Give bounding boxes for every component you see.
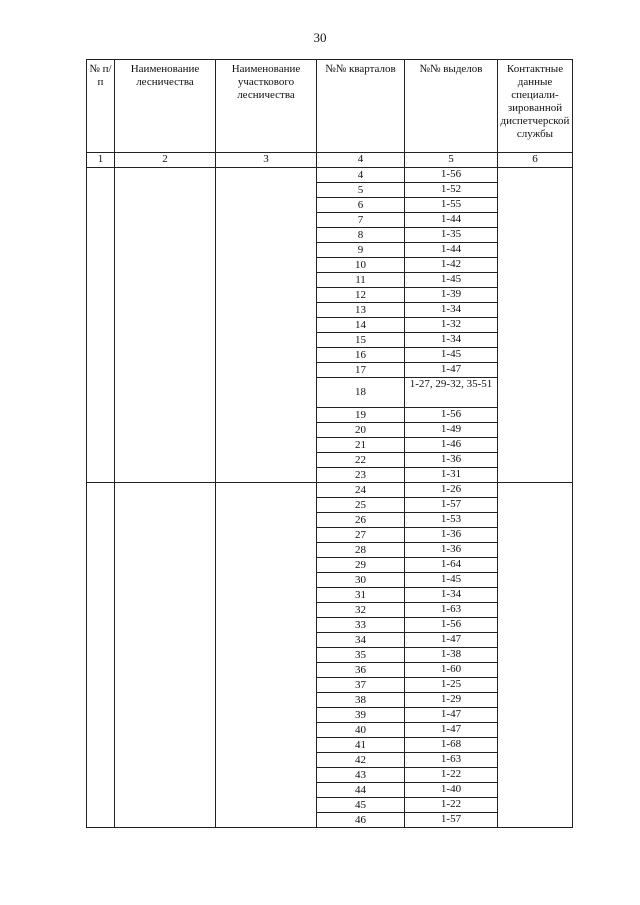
allotments-cell: 1-36: [405, 543, 498, 558]
allotments-cell: 1-25: [405, 678, 498, 693]
column-number: 1: [87, 153, 115, 168]
forestry-cell: [115, 168, 216, 483]
quarter-cell: 15: [317, 333, 405, 348]
column-number: 6: [498, 153, 573, 168]
allotments-cell: 1-56: [405, 618, 498, 633]
allotments-cell: 1-31: [405, 468, 498, 483]
quarter-cell: 7: [317, 213, 405, 228]
header-cell-allotments: №№ выделов: [405, 60, 498, 153]
quarter-cell: 18: [317, 378, 405, 408]
allotments-cell: 1-38: [405, 648, 498, 663]
allotments-cell: 1-57: [405, 813, 498, 828]
quarter-cell: 19: [317, 408, 405, 423]
allotments-cell: 1-56: [405, 168, 498, 183]
header-cell-quarters: №№ кварталов: [317, 60, 405, 153]
allotments-cell: 1-64: [405, 558, 498, 573]
quarter-cell: 11: [317, 273, 405, 288]
allotments-cell: 1-47: [405, 633, 498, 648]
district-forestry-cell: [216, 483, 317, 828]
quarter-cell: 27: [317, 528, 405, 543]
forestry-cell: [115, 483, 216, 828]
allotments-cell: 1-34: [405, 333, 498, 348]
allotments-cell: 1-52: [405, 183, 498, 198]
quarter-cell: 33: [317, 618, 405, 633]
allotments-cell: 1-56: [405, 408, 498, 423]
quarter-cell: 4: [317, 168, 405, 183]
quarter-cell: 31: [317, 588, 405, 603]
allotments-cell: 1-47: [405, 363, 498, 378]
allotments-cell: 1-32: [405, 318, 498, 333]
allotments-cell: 1-34: [405, 588, 498, 603]
forestry-table: [86, 59, 573, 828]
allotments-cell: 1-68: [405, 738, 498, 753]
column-number: 4: [317, 153, 405, 168]
allotments-cell: 1-63: [405, 603, 498, 618]
allotments-cell: 1-40: [405, 783, 498, 798]
allotments-cell: 1-63: [405, 753, 498, 768]
allotments-cell: 1-47: [405, 708, 498, 723]
allotments-cell: 1-39: [405, 288, 498, 303]
allotments-cell: 1-42: [405, 258, 498, 273]
quarter-cell: 6: [317, 198, 405, 213]
quarter-cell: 36: [317, 663, 405, 678]
allotments-cell: 1-46: [405, 438, 498, 453]
allotments-cell: 1-53: [405, 513, 498, 528]
allotments-cell: 1-22: [405, 768, 498, 783]
quarter-cell: 44: [317, 783, 405, 798]
quarter-cell: 40: [317, 723, 405, 738]
header-cell-dispatch-contacts: Контактные данные специали-зированной диспетчерской службы: [498, 60, 573, 153]
quarter-cell: 12: [317, 288, 405, 303]
allotments-cell: 1-22: [405, 798, 498, 813]
quarter-cell: 37: [317, 678, 405, 693]
quarter-cell: 26: [317, 513, 405, 528]
allotments-cell: 1-34: [405, 303, 498, 318]
quarter-cell: 13: [317, 303, 405, 318]
allotments-cell: 1-44: [405, 213, 498, 228]
quarter-cell: 5: [317, 183, 405, 198]
quarter-cell: 21: [317, 438, 405, 453]
column-number-row: [87, 153, 573, 168]
header-cell-district-forestry: Наименование участкового лесничества: [216, 60, 317, 153]
quarter-cell: 16: [317, 348, 405, 363]
number-cell: [87, 168, 115, 483]
quarter-cell: 20: [317, 423, 405, 438]
quarter-cell: 14: [317, 318, 405, 333]
quarter-cell: 25: [317, 498, 405, 513]
quarter-cell: 28: [317, 543, 405, 558]
quarter-cell: 30: [317, 573, 405, 588]
allotments-cell: 1-35: [405, 228, 498, 243]
quarter-cell: 17: [317, 363, 405, 378]
quarter-cell: 43: [317, 768, 405, 783]
allotments-cell: 1-36: [405, 528, 498, 543]
quarter-cell: 10: [317, 258, 405, 273]
allotments-cell: 1-57: [405, 498, 498, 513]
allotments-cell: 1-26: [405, 483, 498, 498]
column-number: 5: [405, 153, 498, 168]
column-number: 3: [216, 153, 317, 168]
district-forestry-cell: [216, 168, 317, 483]
allotments-cell: 1-36: [405, 453, 498, 468]
quarter-cell: 29: [317, 558, 405, 573]
quarter-cell: 23: [317, 468, 405, 483]
quarter-cell: 42: [317, 753, 405, 768]
allotments-cell: 1-60: [405, 663, 498, 678]
allotments-cell: 1-29: [405, 693, 498, 708]
quarter-cell: 46: [317, 813, 405, 828]
header-cell-forestry: Наименование лесничества: [115, 60, 216, 153]
allotments-cell: 1-55: [405, 198, 498, 213]
allotments-cell: 1-27, 29-32, 35-51: [405, 378, 498, 408]
number-cell: [87, 483, 115, 828]
page-number: 30: [313, 30, 327, 45]
quarter-cell: 45: [317, 798, 405, 813]
allotments-cell: 1-47: [405, 723, 498, 738]
table-row: [87, 483, 573, 498]
quarter-cell: 32: [317, 603, 405, 618]
quarter-cell: 41: [317, 738, 405, 753]
dispatch-contacts-cell: [498, 483, 573, 828]
quarter-cell: 39: [317, 708, 405, 723]
allotments-cell: 1-45: [405, 573, 498, 588]
quarter-cell: 9: [317, 243, 405, 258]
table-body: [87, 168, 573, 828]
quarter-cell: 24: [317, 483, 405, 498]
quarter-cell: 8: [317, 228, 405, 243]
table-row: [87, 168, 573, 183]
quarter-cell: 34: [317, 633, 405, 648]
allotments-cell: 1-45: [405, 348, 498, 363]
allotments-cell: 1-49: [405, 423, 498, 438]
allotments-cell: 1-44: [405, 243, 498, 258]
allotments-cell: 1-45: [405, 273, 498, 288]
quarter-cell: 35: [317, 648, 405, 663]
header-row: [87, 60, 573, 153]
column-number: 2: [115, 153, 216, 168]
dispatch-contacts-cell: [498, 168, 573, 483]
header-cell-number: № п/п: [87, 60, 115, 153]
quarter-cell: 22: [317, 453, 405, 468]
quarter-cell: 38: [317, 693, 405, 708]
